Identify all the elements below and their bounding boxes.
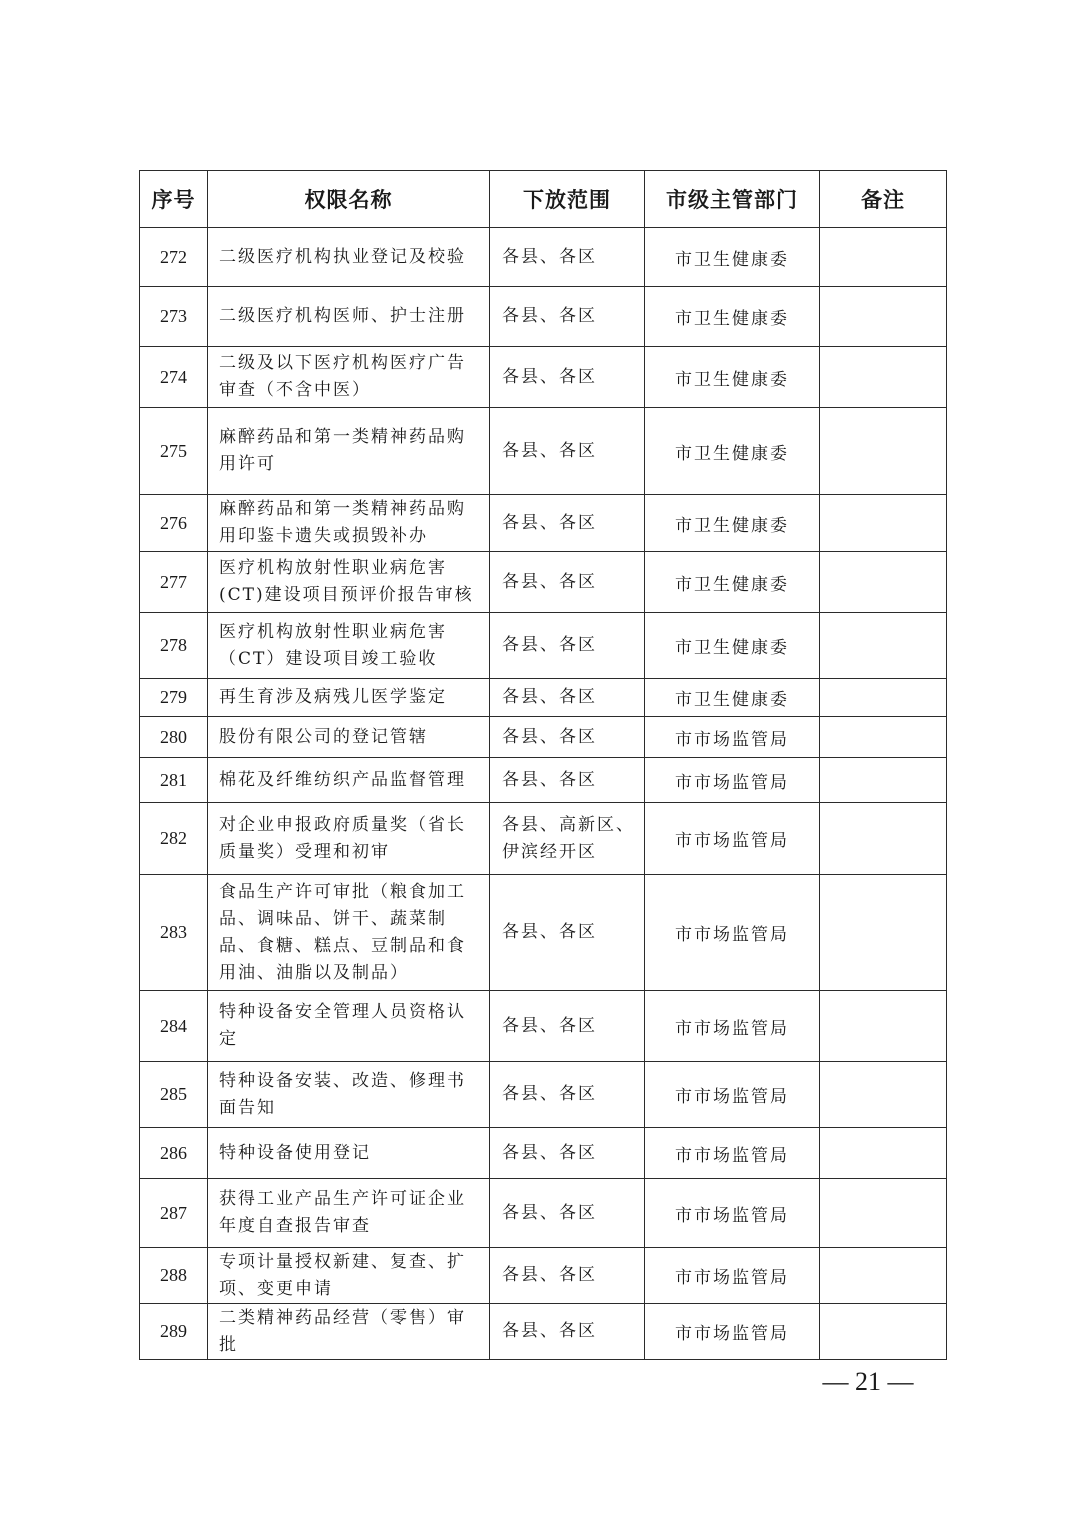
row-number: 289: [140, 1304, 208, 1360]
remark: [820, 408, 947, 495]
row-number: 288: [140, 1248, 208, 1304]
department: 市卫生健康委: [645, 347, 820, 408]
row-number: 284: [140, 991, 208, 1062]
row-number: 283: [140, 875, 208, 991]
department: 市卫生健康委: [645, 552, 820, 613]
row-number: 286: [140, 1128, 208, 1179]
remark: [820, 1304, 947, 1360]
delegation-scope: 各县、各区: [490, 552, 645, 613]
authority-name: 二类精神药品经营（零售）审批: [208, 1304, 490, 1360]
table-row: [140, 1179, 947, 1248]
delegation-scope: 各县、各区: [490, 1304, 645, 1360]
table-row: [140, 803, 947, 875]
remark: [820, 228, 947, 287]
remark: [820, 1248, 947, 1304]
row-number: 285: [140, 1062, 208, 1128]
authority-name: 股份有限公司的登记管辖: [208, 717, 490, 758]
authority-name: 再生育涉及病残儿医学鉴定: [208, 679, 490, 717]
remark: [820, 758, 947, 803]
authority-name: 特种设备安全管理人员资格认定: [208, 991, 490, 1062]
header-name: 权限名称: [208, 171, 490, 228]
authority-name: 麻醉药品和第一类精神药品购用印鉴卡遗失或损毁补办: [208, 495, 490, 552]
row-number: 277: [140, 552, 208, 613]
table-header-row: [140, 171, 947, 228]
table-row: [140, 1304, 947, 1360]
department: 市市场监管局: [645, 1128, 820, 1179]
remark: [820, 495, 947, 552]
department: 市卫生健康委: [645, 408, 820, 495]
delegation-scope: 各县、各区: [490, 1062, 645, 1128]
delegation-scope: 各县、各区: [490, 228, 645, 287]
department: 市卫生健康委: [645, 495, 820, 552]
remark: [820, 679, 947, 717]
remark: [820, 1062, 947, 1128]
table-row: [140, 287, 947, 347]
table-row: [140, 1128, 947, 1179]
delegation-scope: 各县、各区: [490, 679, 645, 717]
authority-name: 专项计量授权新建、复查、扩项、变更申请: [208, 1248, 490, 1304]
remark: [820, 1179, 947, 1248]
authority-name: 棉花及纤维纺织产品监督管理: [208, 758, 490, 803]
header-scope: 下放范围: [490, 171, 645, 228]
department: 市市场监管局: [645, 1062, 820, 1128]
delegation-scope: 各县、各区: [490, 287, 645, 347]
authority-name: 对企业申报政府质量奖（省长质量奖）受理和初审: [208, 803, 490, 875]
table-row: [140, 991, 947, 1062]
row-number: 276: [140, 495, 208, 552]
row-number: 278: [140, 613, 208, 679]
authority-name: 医疗机构放射性职业病危害（CT）建设项目竣工验收: [208, 613, 490, 679]
department: 市卫生健康委: [645, 287, 820, 347]
authority-name: 特种设备使用登记: [208, 1128, 490, 1179]
remark: [820, 1128, 947, 1179]
delegation-scope: 各县、各区: [490, 1128, 645, 1179]
remark: [820, 803, 947, 875]
department: 市市场监管局: [645, 991, 820, 1062]
authority-name: 食品生产许可审批（粮食加工品、调味品、饼干、蔬菜制品、食糖、糕点、豆制品和食用油、油脂以及制品）: [208, 875, 490, 991]
authority-name: 麻醉药品和第一类精神药品购用许可: [208, 408, 490, 495]
table-row: [140, 1062, 947, 1128]
authority-name: 二级及以下医疗机构医疗广告审查（不含中医）: [208, 347, 490, 408]
delegation-scope: 各县、各区: [490, 613, 645, 679]
table-row: [140, 1248, 947, 1304]
delegation-scope: 各县、各区: [490, 1248, 645, 1304]
delegation-scope: 各县、高新区、伊滨经开区: [490, 803, 645, 875]
delegation-scope: 各县、各区: [490, 1179, 645, 1248]
authority-name: 二级医疗机构医师、护士注册: [208, 287, 490, 347]
department: 市卫生健康委: [645, 228, 820, 287]
delegation-scope: 各县、各区: [490, 758, 645, 803]
delegation-scope: 各县、各区: [490, 875, 645, 991]
authority-table: [139, 170, 947, 1360]
authority-name: 特种设备安装、改造、修理书面告知: [208, 1062, 490, 1128]
department: 市市场监管局: [645, 1304, 820, 1360]
department: 市市场监管局: [645, 875, 820, 991]
table-row: [140, 758, 947, 803]
department: 市卫生健康委: [645, 679, 820, 717]
delegation-scope: 各县、各区: [490, 991, 645, 1062]
remark: [820, 991, 947, 1062]
department: 市市场监管局: [645, 717, 820, 758]
table-row: [140, 613, 947, 679]
table-row: [140, 347, 947, 408]
header-no: 序号: [140, 171, 208, 228]
delegation-scope: 各县、各区: [490, 408, 645, 495]
remark: [820, 287, 947, 347]
remark: [820, 613, 947, 679]
authority-name: 获得工业产品生产许可证企业年度自查报告审查: [208, 1179, 490, 1248]
remark: [820, 875, 947, 991]
remark: [820, 717, 947, 758]
table-row: [140, 228, 947, 287]
table-row: [140, 679, 947, 717]
row-number: 281: [140, 758, 208, 803]
row-number: 273: [140, 287, 208, 347]
department: 市市场监管局: [645, 803, 820, 875]
table-row: [140, 717, 947, 758]
header-dept: 市级主管部门: [645, 171, 820, 228]
row-number: 279: [140, 679, 208, 717]
row-number: 280: [140, 717, 208, 758]
row-number: 272: [140, 228, 208, 287]
remark: [820, 552, 947, 613]
row-number: 282: [140, 803, 208, 875]
row-number: 274: [140, 347, 208, 408]
department: 市市场监管局: [645, 1179, 820, 1248]
authority-name: 医疗机构放射性职业病危害(CT)建设项目预评价报告审核: [208, 552, 490, 613]
delegation-scope: 各县、各区: [490, 495, 645, 552]
delegation-scope: 各县、各区: [490, 717, 645, 758]
page-number: — 21 —: [822, 1367, 914, 1396]
table-row: [140, 408, 947, 495]
department: 市市场监管局: [645, 758, 820, 803]
remark: [820, 347, 947, 408]
header-note: 备注: [820, 171, 947, 228]
department: 市卫生健康委: [645, 613, 820, 679]
table-row: [140, 552, 947, 613]
delegation-scope: 各县、各区: [490, 347, 645, 408]
row-number: 275: [140, 408, 208, 495]
authority-name: 二级医疗机构执业登记及校验: [208, 228, 490, 287]
table-row: [140, 495, 947, 552]
table-row: [140, 875, 947, 991]
department: 市市场监管局: [645, 1248, 820, 1304]
row-number: 287: [140, 1179, 208, 1248]
